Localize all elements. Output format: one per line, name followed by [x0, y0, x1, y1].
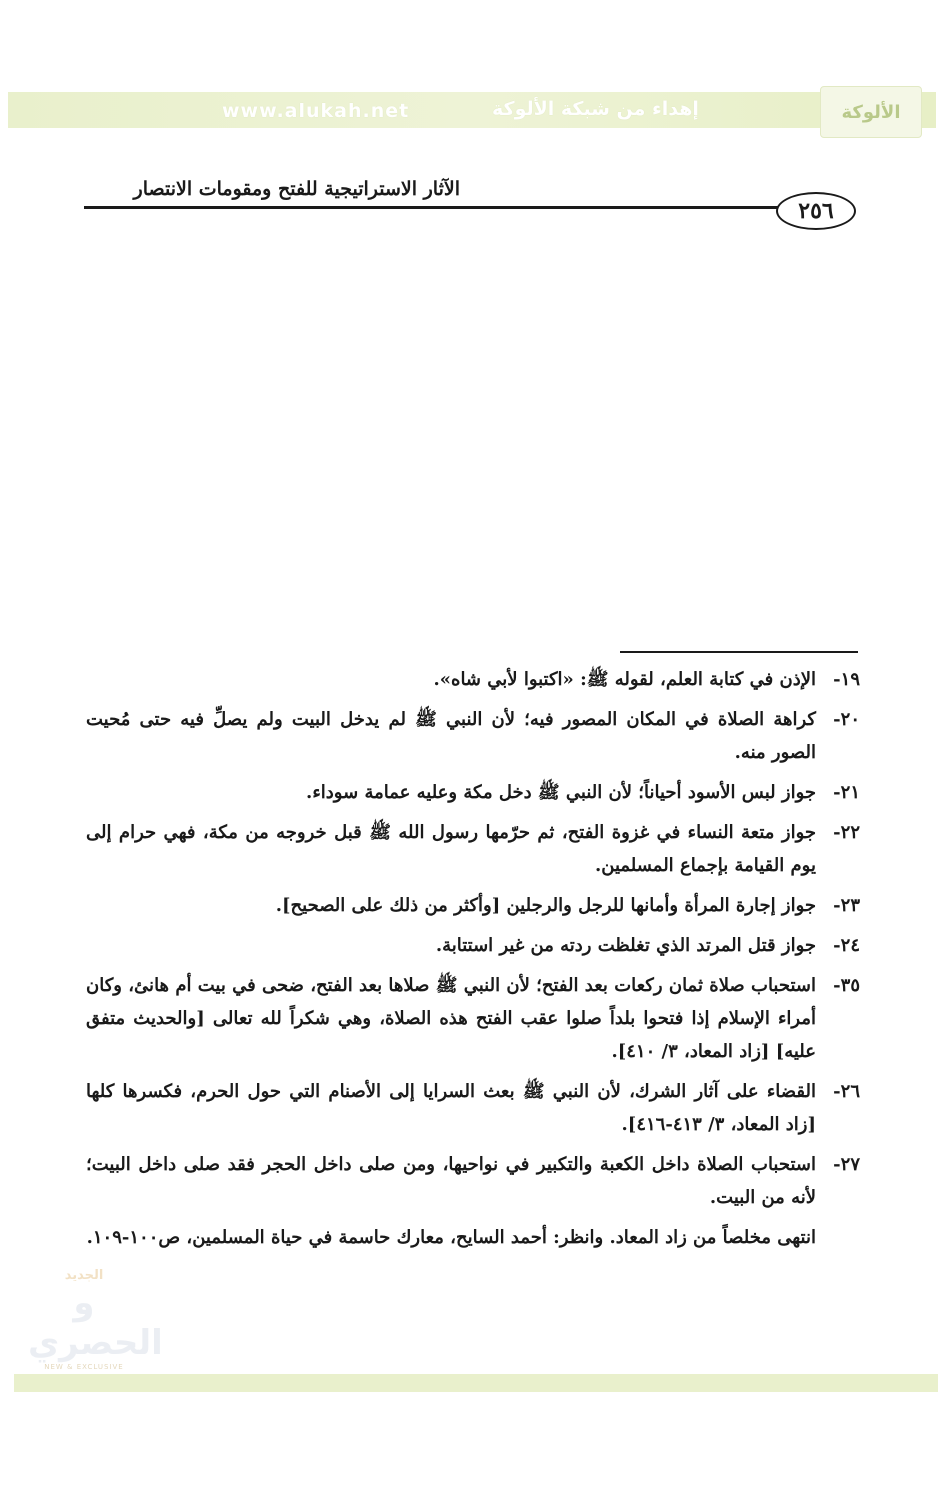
footnote-item	[86, 1075, 860, 1141]
footnote-text: استحباب صلاة ثمان ركعات بعد الفتح؛ لأن النبي ﷺ صلاها بعد الفتح، ضحى في بيت أم هانئ، وكان أمراء الإسلام إذا فتحوا بلداً صلوا عقب الفتح هذه الصلاة، وهي شكراً لله تعالى [والحديث متفق عليه] [زاد المعاد، ٣/ ٤١٠].	[86, 975, 816, 1062]
footnote-text: الإذن في كتابة العلم، لقوله ﷺ: «اكتبوا لأبي شاه».	[433, 669, 816, 690]
logo-text: الألوكة	[841, 101, 901, 123]
footnote-text: جواز متعة النساء في غزوة الفتح، ثم حرّمها رسول الله ﷺ قبل خروجه من مكة، فهي حرام إلى يوم القيامة بإجماع المسلمين.	[86, 822, 816, 876]
footnote-text: جواز لبس الأسود أحياناً؛ لأن النبي ﷺ دخل مكة وعليه عمامة سوداء.	[306, 782, 816, 803]
watermark-logo	[28, 1268, 163, 1371]
footnote-item	[86, 1148, 860, 1214]
footnotes-list	[86, 663, 860, 1254]
footnote-text: جواز قتل المرتد الذي تغلظت ردته من غير استتابة.	[435, 935, 816, 956]
footnote-number: ٢٠-	[833, 709, 860, 730]
footnote-number: ٢٤-	[833, 935, 860, 956]
footnote-number: ٢٦-	[833, 1081, 860, 1102]
running-title: الآثار الاستراتيجية للفتح ومقومات الانتصار	[133, 178, 460, 200]
footnote-text: كراهة الصلاة في المكان المصور فيه؛ لأن النبي ﷺ لم يدخل البيت ولم يصلِّ فيه حتى مُحيت الصور منه.	[86, 709, 816, 763]
banner-url[interactable]: www.alukah.net	[222, 100, 410, 122]
top-banner	[8, 92, 936, 128]
footnote-item	[86, 663, 860, 696]
footnote-text: جواز إجارة المرأة وأمانها للرجل والرجلين [وأكثر من ذلك على الصحيح].	[275, 895, 816, 916]
footnote-item	[86, 816, 860, 882]
watermark-sub: NEW & EXCLUSIVE	[44, 1363, 124, 1371]
footnote-number: ٢٧-	[833, 1154, 860, 1175]
footnote-item	[86, 929, 860, 962]
footnote-item	[86, 889, 860, 922]
footnote-separator	[620, 651, 858, 653]
footnote-number: ٣٥-	[833, 975, 860, 996]
watermark-top: الجديد	[64, 1268, 104, 1283]
footnote-item	[86, 969, 860, 1068]
page-number: ٢٥٦	[776, 192, 856, 230]
footnote-text: القضاء على آثار الشرك، لأن النبي ﷺ بعث السرايا إلى الأصنام التي حول الحرم، فكسرها كلها [زاد المعاد، ٣/ ٤١٣-٤١٦].	[86, 1081, 816, 1135]
banner-gift-text: إهداء من شبكة الألوكة	[492, 98, 699, 120]
footnote-item	[86, 703, 860, 769]
footnote-number: ١٩-	[833, 669, 860, 690]
footnote-number: ٢٣-	[833, 895, 860, 916]
footnote-number: ٢٢-	[833, 822, 860, 843]
watermark-main: و الحصري	[28, 1283, 163, 1363]
footnote-item	[86, 776, 860, 809]
footnote-number: ٢١-	[833, 782, 860, 803]
alukah-logo	[820, 86, 922, 138]
closing-note: انتهى مخلصاً من زاد المعاد. وانظر: أحمد السايح، معارك حاسمة في حياة المسلمين، ص١٠٠-١٠٩.	[86, 1227, 816, 1248]
footnote-text: استحباب الصلاة داخل الكعبة والتكبير في نواحيها، ومن صلى داخل الحجر فقد صلى داخل البيت؛ لأنه من البيت.	[86, 1154, 816, 1208]
bottom-banner	[14, 1374, 938, 1392]
header-rule	[84, 206, 784, 209]
